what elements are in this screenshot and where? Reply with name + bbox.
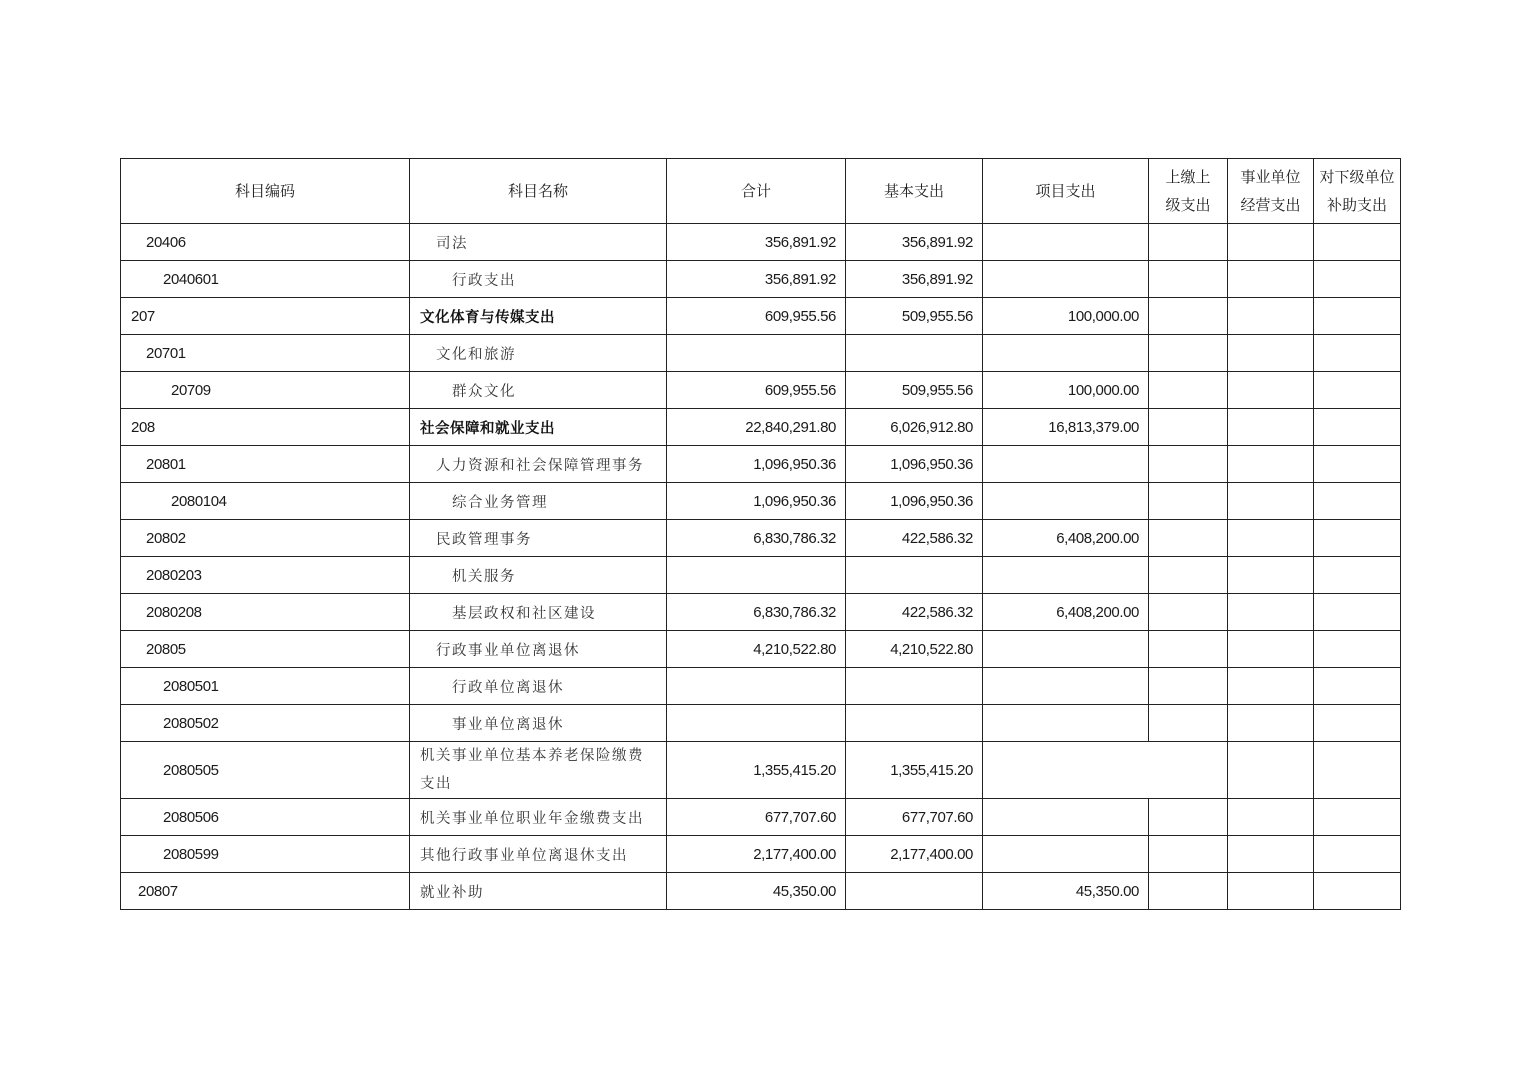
header-total: 合计 bbox=[667, 159, 846, 224]
basic-cell: 677,707.60 bbox=[846, 799, 983, 836]
basic-cell: 509,955.56 bbox=[846, 372, 983, 409]
header-line: 事业单位 bbox=[1240, 168, 1301, 186]
header-line: 级支出 bbox=[1165, 196, 1211, 214]
subsidy-cell bbox=[1314, 224, 1401, 261]
header-subordinate-subsidy bbox=[1314, 159, 1401, 224]
subject-name: 司法 bbox=[410, 224, 667, 261]
total-cell: 356,891.92 bbox=[667, 224, 846, 261]
subject-code: 20701 bbox=[121, 335, 410, 372]
table-row bbox=[121, 557, 1401, 594]
project-cell: 6,408,200.00 bbox=[983, 594, 1149, 631]
header-line: 上缴上 bbox=[1165, 168, 1211, 186]
business-cell bbox=[1228, 224, 1314, 261]
basic-cell: 422,586.32 bbox=[846, 520, 983, 557]
basic-cell: 1,355,415.20 bbox=[846, 742, 983, 799]
subject-name: 就业补助 bbox=[410, 873, 667, 910]
table-header-row bbox=[121, 159, 1401, 224]
business-cell bbox=[1228, 742, 1314, 799]
upper-cell bbox=[1149, 836, 1228, 873]
subject-name: 机关服务 bbox=[410, 557, 667, 594]
project-cell bbox=[983, 335, 1149, 372]
total-cell: 6,830,786.32 bbox=[667, 594, 846, 631]
header-line: 经营支出 bbox=[1240, 196, 1301, 214]
business-cell bbox=[1228, 594, 1314, 631]
basic-cell: 1,096,950.36 bbox=[846, 446, 983, 483]
business-cell bbox=[1228, 631, 1314, 668]
subject-name: 群众文化 bbox=[410, 372, 667, 409]
total-cell: 677,707.60 bbox=[667, 799, 846, 836]
subsidy-cell bbox=[1314, 742, 1401, 799]
table-row bbox=[121, 873, 1401, 910]
basic-cell bbox=[846, 557, 983, 594]
subject-code: 2080501 bbox=[121, 668, 410, 705]
project-cell bbox=[983, 557, 1149, 594]
basic-cell bbox=[846, 335, 983, 372]
table-row bbox=[121, 335, 1401, 372]
project-cell bbox=[983, 261, 1149, 298]
subject-code: 208 bbox=[121, 409, 410, 446]
project-cell bbox=[983, 799, 1149, 836]
total-cell bbox=[667, 705, 846, 742]
upper-cell bbox=[1149, 631, 1228, 668]
business-cell bbox=[1228, 705, 1314, 742]
project-cell: 45,350.00 bbox=[983, 873, 1149, 910]
subject-code: 20801 bbox=[121, 446, 410, 483]
upper-cell bbox=[1149, 483, 1228, 520]
basic-cell: 509,955.56 bbox=[846, 298, 983, 335]
subject-code: 20406 bbox=[121, 224, 410, 261]
header-upper-level-expenditure bbox=[1149, 159, 1228, 224]
basic-cell bbox=[846, 705, 983, 742]
subject-name: 事业单位离退休 bbox=[410, 705, 667, 742]
subject-code: 2080599 bbox=[121, 836, 410, 873]
business-cell bbox=[1228, 446, 1314, 483]
subject-name: 社会保障和就业支出 bbox=[410, 409, 667, 446]
subsidy-cell bbox=[1314, 520, 1401, 557]
upper-cell bbox=[1149, 557, 1228, 594]
basic-cell bbox=[846, 873, 983, 910]
table-row bbox=[121, 668, 1401, 705]
subject-name: 文化和旅游 bbox=[410, 335, 667, 372]
subject-code: 20709 bbox=[121, 372, 410, 409]
total-cell: 609,955.56 bbox=[667, 372, 846, 409]
total-cell: 609,955.56 bbox=[667, 298, 846, 335]
business-cell bbox=[1228, 557, 1314, 594]
table-row bbox=[121, 224, 1401, 261]
subsidy-cell bbox=[1314, 557, 1401, 594]
subject-code: 20802 bbox=[121, 520, 410, 557]
total-cell: 356,891.92 bbox=[667, 261, 846, 298]
subject-code: 20805 bbox=[121, 631, 410, 668]
basic-cell: 422,586.32 bbox=[846, 594, 983, 631]
subject-name: 其他行政事业单位离退休支出 bbox=[410, 836, 667, 873]
budget-expenditure-table bbox=[120, 158, 1401, 910]
total-cell: 4,210,522.80 bbox=[667, 631, 846, 668]
subject-name: 行政事业单位离退休 bbox=[410, 631, 667, 668]
total-cell: 22,840,291.80 bbox=[667, 409, 846, 446]
total-cell: 2,177,400.00 bbox=[667, 836, 846, 873]
table-row bbox=[121, 799, 1401, 836]
subsidy-cell bbox=[1314, 799, 1401, 836]
project-cell bbox=[983, 836, 1149, 873]
upper-cell bbox=[1149, 261, 1228, 298]
upper-cell bbox=[1149, 799, 1228, 836]
table-row bbox=[121, 520, 1401, 557]
subsidy-cell bbox=[1314, 298, 1401, 335]
upper-cell bbox=[1149, 873, 1228, 910]
upper-cell bbox=[1149, 668, 1228, 705]
basic-cell: 356,891.92 bbox=[846, 224, 983, 261]
project-cell bbox=[983, 224, 1149, 261]
project-cell bbox=[983, 446, 1149, 483]
total-cell bbox=[667, 335, 846, 372]
upper-cell bbox=[1149, 409, 1228, 446]
total-cell: 1,096,950.36 bbox=[667, 483, 846, 520]
subject-code: 2080505 bbox=[121, 742, 410, 799]
subsidy-cell bbox=[1314, 631, 1401, 668]
subsidy-cell bbox=[1314, 335, 1401, 372]
table-row bbox=[121, 483, 1401, 520]
basic-cell bbox=[846, 668, 983, 705]
project-cell bbox=[983, 483, 1149, 520]
project-cell: 100,000.00 bbox=[983, 298, 1149, 335]
project-cell: 16,813,379.00 bbox=[983, 409, 1149, 446]
subsidy-cell bbox=[1314, 409, 1401, 446]
business-cell bbox=[1228, 483, 1314, 520]
business-cell bbox=[1228, 372, 1314, 409]
project-cell bbox=[983, 705, 1149, 742]
header-line: 对下级单位 bbox=[1319, 168, 1395, 186]
basic-cell: 6,026,912.80 bbox=[846, 409, 983, 446]
basic-cell: 4,210,522.80 bbox=[846, 631, 983, 668]
business-cell bbox=[1228, 335, 1314, 372]
upper-cell bbox=[1149, 594, 1228, 631]
table-row bbox=[121, 836, 1401, 873]
subject-name: 行政单位离退休 bbox=[410, 668, 667, 705]
subsidy-cell bbox=[1314, 483, 1401, 520]
business-cell bbox=[1228, 836, 1314, 873]
business-cell bbox=[1228, 409, 1314, 446]
subsidy-cell bbox=[1314, 668, 1401, 705]
subject-name: 基层政权和社区建设 bbox=[410, 594, 667, 631]
subsidy-cell bbox=[1314, 836, 1401, 873]
subject-name: 人力资源和社会保障管理事务 bbox=[410, 446, 667, 483]
header-business-expenditure bbox=[1228, 159, 1314, 224]
total-cell: 6,830,786.32 bbox=[667, 520, 846, 557]
subject-code: 2080104 bbox=[121, 483, 410, 520]
total-cell: 1,096,950.36 bbox=[667, 446, 846, 483]
project-cell bbox=[983, 742, 1228, 799]
table-row bbox=[121, 261, 1401, 298]
header-subject-code: 科目编码 bbox=[121, 159, 410, 224]
project-cell: 100,000.00 bbox=[983, 372, 1149, 409]
table-row bbox=[121, 705, 1401, 742]
subject-code: 2080208 bbox=[121, 594, 410, 631]
subsidy-cell bbox=[1314, 594, 1401, 631]
subject-code: 2080502 bbox=[121, 705, 410, 742]
subject-code: 2080506 bbox=[121, 799, 410, 836]
business-cell bbox=[1228, 520, 1314, 557]
subsidy-cell bbox=[1314, 261, 1401, 298]
upper-cell bbox=[1149, 335, 1228, 372]
header-subject-name: 科目名称 bbox=[410, 159, 667, 224]
project-cell bbox=[983, 668, 1149, 705]
total-cell: 1,355,415.20 bbox=[667, 742, 846, 799]
business-cell bbox=[1228, 873, 1314, 910]
subject-name: 文化体育与传媒支出 bbox=[410, 298, 667, 335]
subject-code: 2080203 bbox=[121, 557, 410, 594]
business-cell bbox=[1228, 668, 1314, 705]
business-cell bbox=[1228, 799, 1314, 836]
subject-code: 20807 bbox=[121, 873, 410, 910]
subject-code: 2040601 bbox=[121, 261, 410, 298]
subject-name: 机关事业单位基本养老保险缴费支出 bbox=[410, 742, 667, 799]
project-cell bbox=[983, 631, 1149, 668]
table-row bbox=[121, 446, 1401, 483]
upper-cell bbox=[1149, 224, 1228, 261]
total-cell bbox=[667, 668, 846, 705]
business-cell bbox=[1228, 298, 1314, 335]
upper-cell bbox=[1149, 520, 1228, 557]
upper-cell bbox=[1149, 446, 1228, 483]
table-row bbox=[121, 594, 1401, 631]
table-row bbox=[121, 372, 1401, 409]
subject-name: 综合业务管理 bbox=[410, 483, 667, 520]
subject-code: 207 bbox=[121, 298, 410, 335]
table-row bbox=[121, 742, 1401, 799]
header-basic-expenditure: 基本支出 bbox=[846, 159, 983, 224]
basic-cell: 356,891.92 bbox=[846, 261, 983, 298]
subject-name: 行政支出 bbox=[410, 261, 667, 298]
subsidy-cell bbox=[1314, 446, 1401, 483]
project-cell: 6,408,200.00 bbox=[983, 520, 1149, 557]
subsidy-cell bbox=[1314, 372, 1401, 409]
table-row bbox=[121, 409, 1401, 446]
subject-name: 民政管理事务 bbox=[410, 520, 667, 557]
table-row bbox=[121, 298, 1401, 335]
total-cell bbox=[667, 557, 846, 594]
business-cell bbox=[1228, 261, 1314, 298]
upper-cell bbox=[1149, 298, 1228, 335]
subsidy-cell bbox=[1314, 705, 1401, 742]
basic-cell: 2,177,400.00 bbox=[846, 836, 983, 873]
upper-cell bbox=[1149, 705, 1228, 742]
header-project-expenditure: 项目支出 bbox=[983, 159, 1149, 224]
total-cell: 45,350.00 bbox=[667, 873, 846, 910]
upper-cell bbox=[1149, 372, 1228, 409]
header-line: 补助支出 bbox=[1326, 196, 1387, 214]
table-row bbox=[121, 631, 1401, 668]
subsidy-cell bbox=[1314, 873, 1401, 910]
subject-name: 机关事业单位职业年金缴费支出 bbox=[410, 799, 667, 836]
basic-cell: 1,096,950.36 bbox=[846, 483, 983, 520]
